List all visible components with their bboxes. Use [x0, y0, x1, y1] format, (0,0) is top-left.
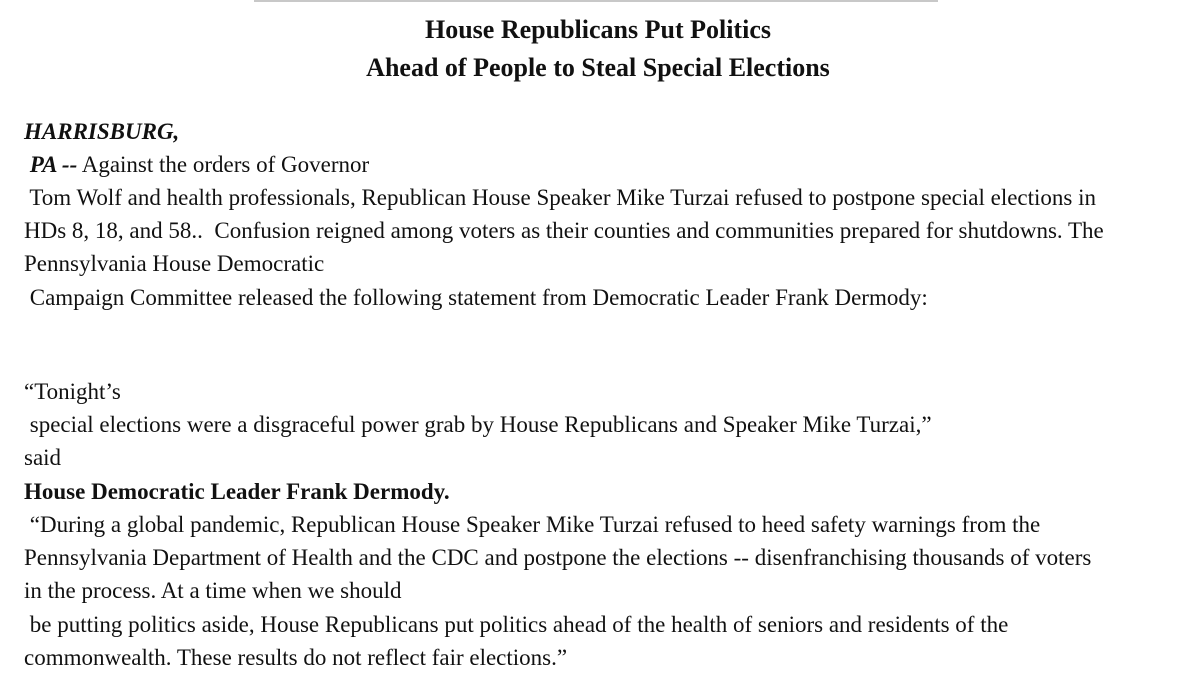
speaker-name: House Democratic Leader Frank Dermody. — [24, 479, 450, 504]
quote-line: in the process. At a time when we should — [24, 578, 402, 603]
headline-line-2: Ahead of People to Steal Special Elections — [366, 53, 830, 82]
quote-line: said — [24, 445, 62, 470]
quote-line: commonwealth. These results do not reflect fair elections.” — [24, 645, 568, 670]
top-divider — [254, 0, 938, 2]
quote-line: “During a global pandemic, Republican House Speaker Mike Turzai refused to heed safety warnings from the — [24, 512, 1041, 537]
quote-line: Pennsylvania Department of Health and the CDC and postpone the elections -- disenfranchising thousands of voters — [24, 545, 1092, 570]
quote-line: “Tonight’s — [24, 379, 121, 404]
paragraph-line — [24, 150, 369, 180]
paragraph-line: Campaign Committee released the following statement from Democratic Leader Frank Dermody: — [24, 285, 928, 310]
quote-line: special elections were a disgraceful power grab by House Republicans and Speaker Mike Turzai,” — [24, 412, 932, 437]
paragraph-line: Tom Wolf and health professionals, Republican House Speaker Mike Turzai refused to postpone special elections in — [24, 185, 1096, 210]
quote-line: be putting politics aside, House Republicans put politics ahead of the health of seniors and residents of the — [24, 612, 1009, 637]
dateline-state: PA -- — [29, 152, 78, 177]
headline-line-1: House Republicans Put Politics — [425, 15, 771, 44]
dateline-city: HARRISBURG, — [24, 119, 180, 144]
paragraph-line: Pennsylvania House Democratic — [24, 251, 325, 276]
paragraph-line: HDs 8, 18, and 58.. Confusion reigned among voters as their counties and communities prepared for shutdowns. The — [24, 218, 1104, 243]
paragraph-text: Against the orders of Governor — [77, 152, 370, 177]
